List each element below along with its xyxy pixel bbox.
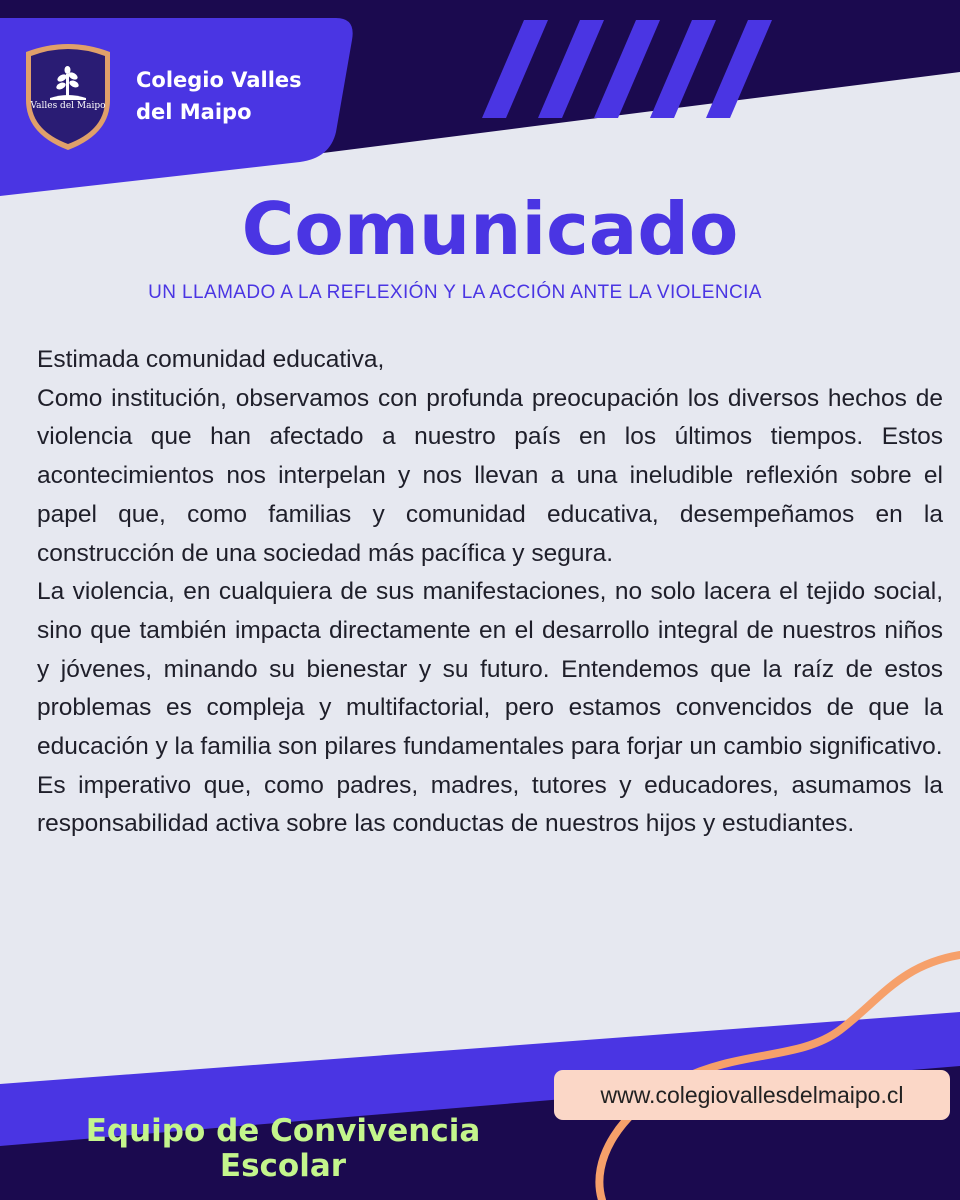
greeting: Estimada comunidad educativa,: [37, 346, 385, 373]
crest-label: Valles del Maipo: [30, 101, 106, 111]
school-name: Colegio Valles del Maipo: [136, 68, 302, 124]
paragraph-2: La violencia, en cualquiera de sus manifestaciones, no solo lacera el tejido social, sino que también impacta directamente en el desarrollo integral de nuestros niños y jóvenes, minando su bienestar y su futuro. Entendemos que la raíz de estos problemas es compleja y multifactorial, pero estamos convencidos de que la educación y la familia son pilares fundamentales para forjar un cambio significativo.: [37, 578, 943, 761]
paragraph-3: Es imperativo que, como padres, madres, tutores y educadores, asumamos la responsabilidad activa sobre las conductas de nuestros hijos y estudiantes.: [37, 771, 943, 838]
school-crest-icon: [22, 38, 114, 152]
page-title: Comunicado: [241, 187, 739, 271]
body-text: [37, 341, 943, 844]
paragraph-1: Como institución, observamos con profunda preocupación los diversos hechos de violencia que han afectado a nuestro país en los últimos tiempos. Estos acontecimientos nos interpelan y nos llevan a una ineludible reflexión sobre el papel que, como familias y comunidad educativa, desempeñamos en la construcción de una sociedad más pacífica y segura.: [37, 384, 943, 567]
team-signature: Equipo de Convivencia Escolar: [85, 1113, 481, 1184]
page-subtitle: UN LLAMADO A LA REFLEXIÓN Y LA ACCIÓN ANTE LA VIOLENCIA: [148, 282, 762, 303]
website-link[interactable]: www.colegiovallesdelmaipo.cl: [554, 1070, 950, 1120]
